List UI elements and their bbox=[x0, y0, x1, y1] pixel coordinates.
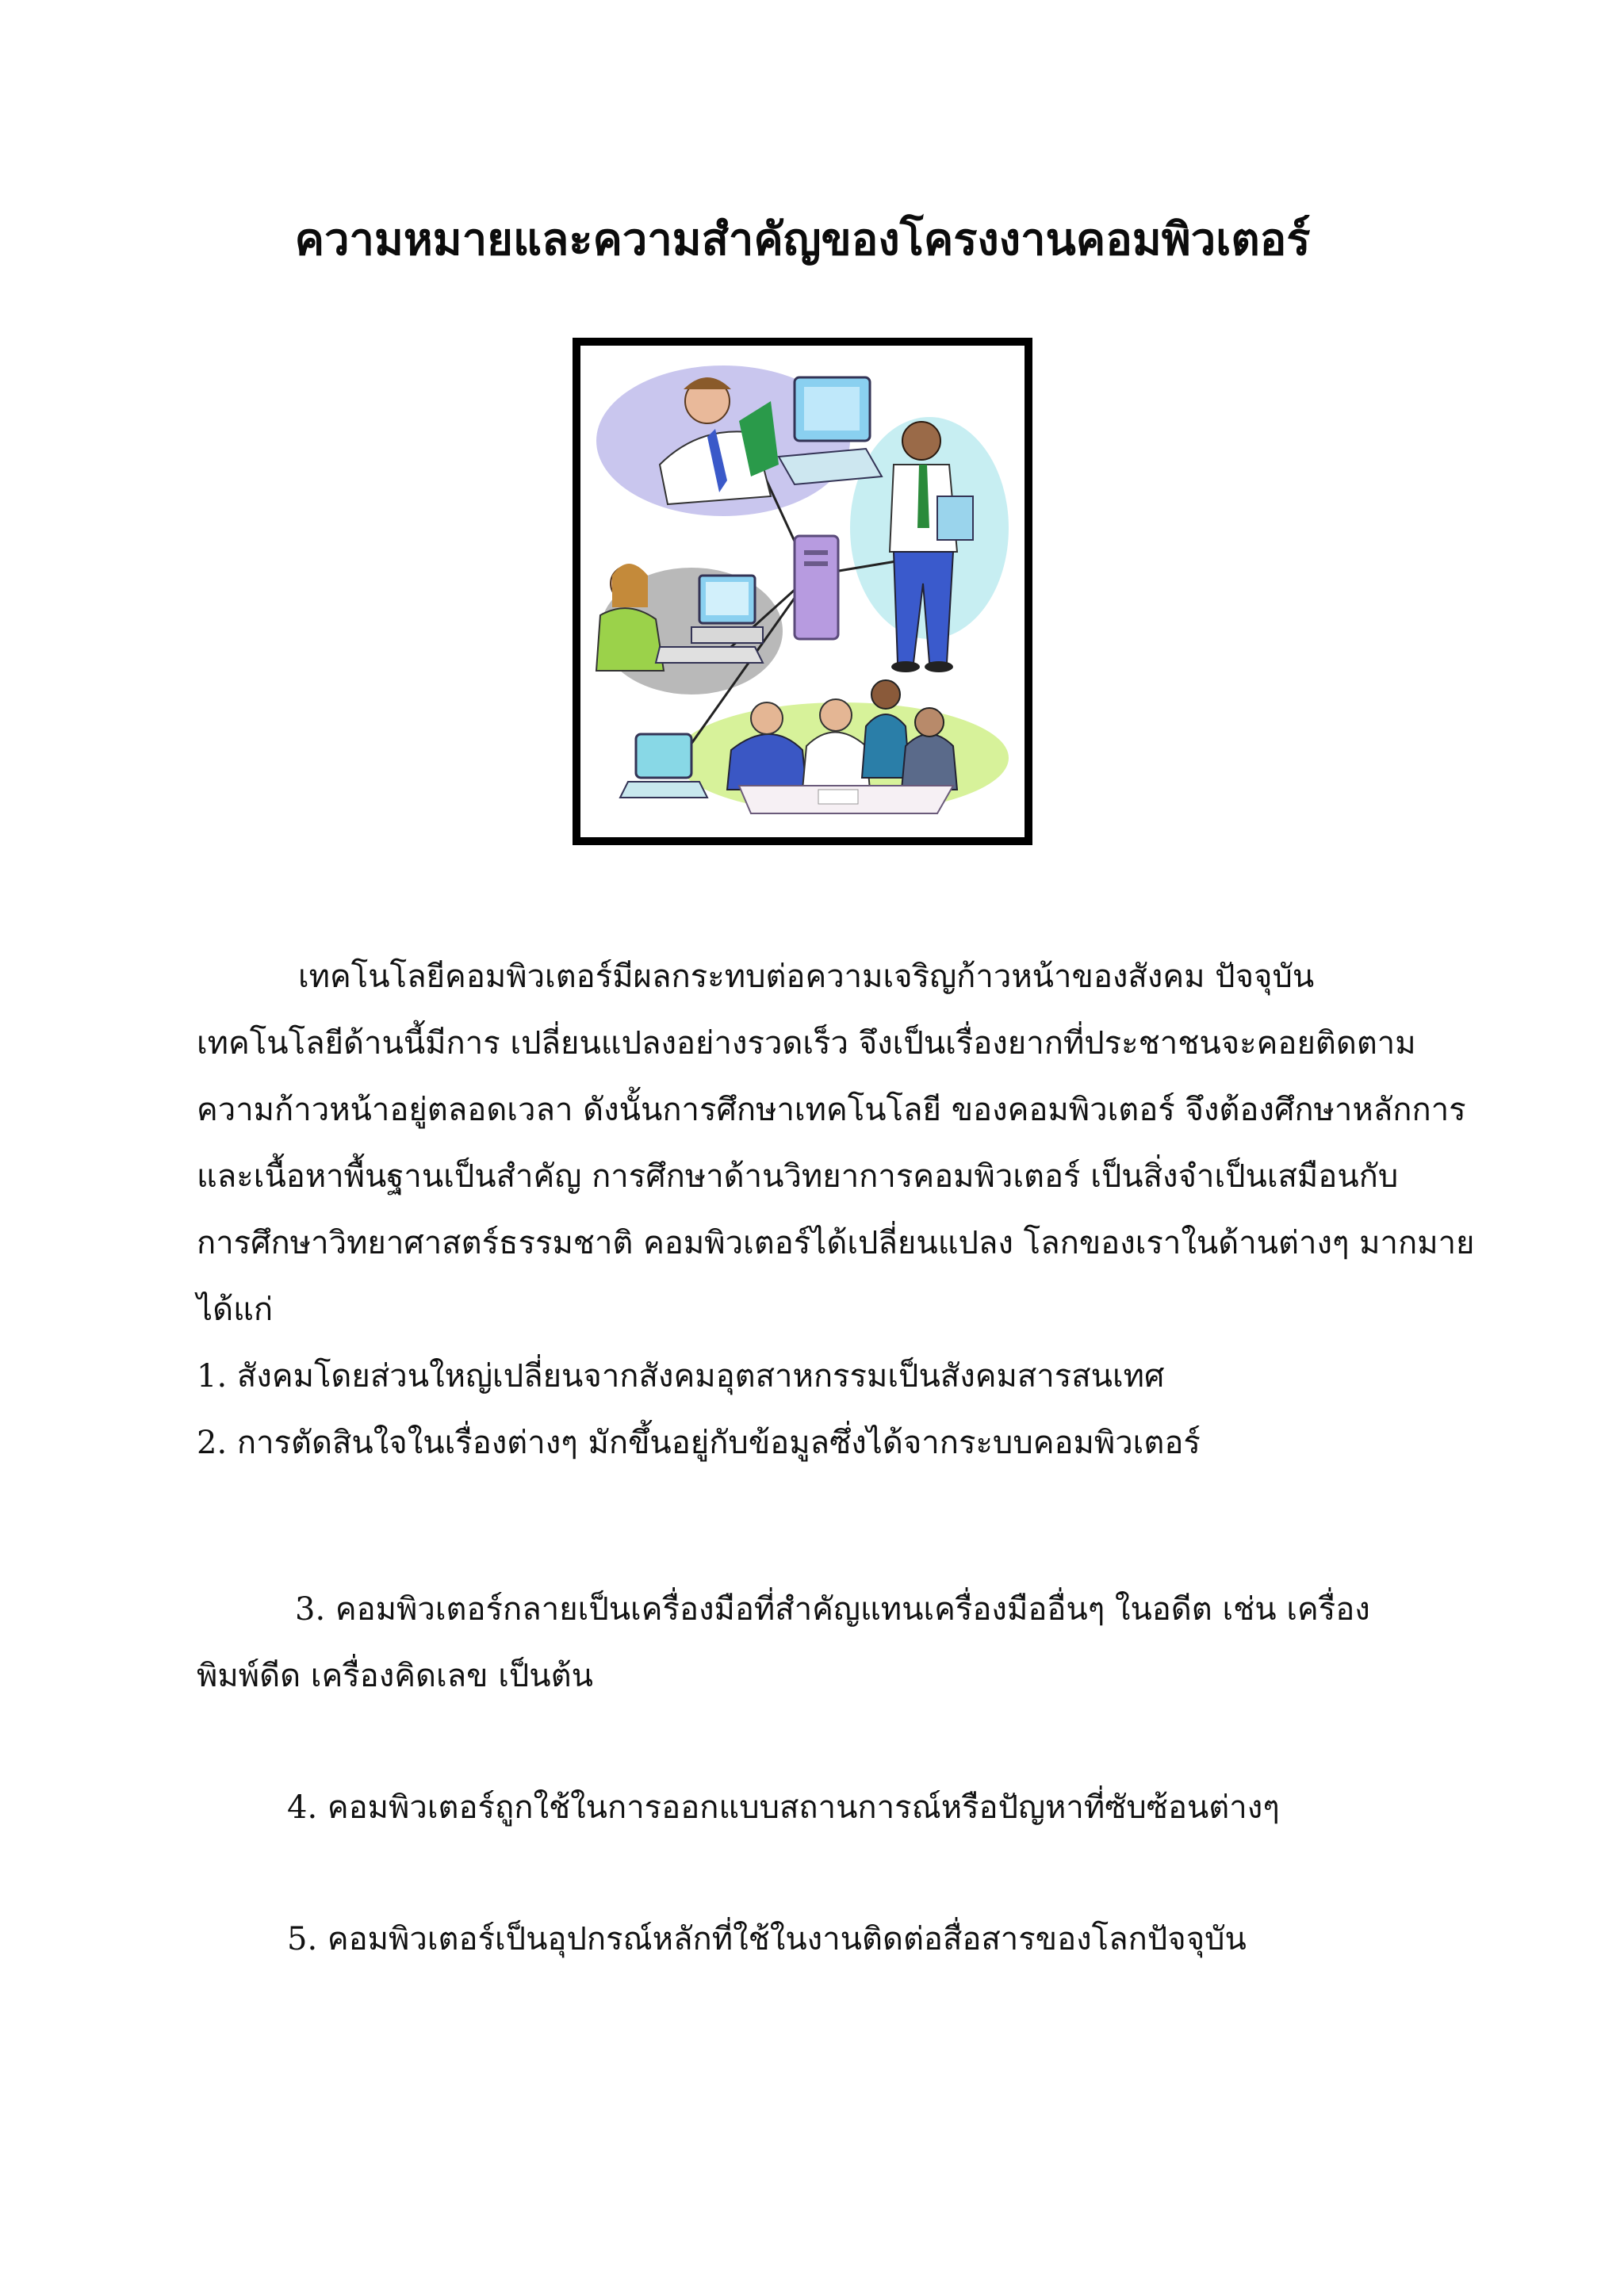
intro-line: ได้แก่ bbox=[197, 1292, 274, 1328]
intro-line: เทคโนโลยีด้านนี้มีการ เปลี่ยนแปลงอย่างรวดเร็ว จึงเป็นเรื่องยากที่ประชาชนจะคอยติดตาม bbox=[197, 1025, 1416, 1062]
list-item-4: 4. คอมพิวเตอร์ถูกใช้ในการออกแบบสถานการณ์หรือปัญหาที่ซับซ้อนต่างๆ bbox=[287, 1789, 1280, 1826]
intro-line: และเนื้อหาพื้นฐานเป็นสำคัญ การศึกษาด้านวิทยาการคอมพิวเตอร์ เป็นสิ่งจำเป็นเสมือนกับ bbox=[197, 1158, 1399, 1195]
page-title: ความหมายและความสำคัญของโครงงานคอมพิวเตอร์ bbox=[294, 213, 1311, 266]
list-item: 1. สังคมโดยส่วนใหญ่เปลี่ยนจากสังคมอุตสาหกรรมเป็นสังคมสารสนเทศ bbox=[197, 1358, 1165, 1395]
intro-paragraph bbox=[197, 943, 1475, 1343]
list-item-5: 5. คอมพิวเตอร์เป็นอุปกรณ์หลักที่ใช้ในงานติดต่อสื่อสารของโลกปัจจุบัน bbox=[287, 1921, 1247, 1957]
computer-network-clipart-icon bbox=[580, 346, 1025, 837]
list-item-3-line: พิมพ์ดีด เครื่องคิดเลข เป็นต้น bbox=[197, 1658, 593, 1694]
numbered-list bbox=[197, 1343, 1434, 1476]
network-illustration bbox=[573, 338, 1032, 845]
list-item-3 bbox=[197, 1576, 1370, 1709]
list-item-3-line: 3. คอมพิวเตอร์กลายเป็นเครื่องมือที่สำคัญแทนเครื่องมืออื่นๆ ในอดีต เช่น เครื่อง bbox=[295, 1591, 1370, 1628]
intro-line: เทคโนโลยีคอมพิวเตอร์มีผลกระทบต่อความเจริญก้าวหน้าของสังคม ปัจจุบัน bbox=[298, 959, 1315, 995]
intro-line: ความก้าวหน้าอยู่ตลอดเวลา ดังนั้นการศึกษาเทคโนโลยี ของคอมพิวเตอร์ จึงต้องศึกษาหลักการ bbox=[197, 1092, 1466, 1128]
intro-line: การศึกษาวิทยาศาสตร์ธรรมชาติ คอมพิวเตอร์ได้เปลี่ยนแปลง โลกของเราในด้านต่างๆ มากมาย bbox=[197, 1225, 1475, 1261]
list-item: 2. การตัดสินใจในเรื่องต่างๆ มักขึ้นอยู่กับข้อมูลซึ่งได้จากระบบคอมพิวเตอร์ bbox=[197, 1425, 1201, 1461]
